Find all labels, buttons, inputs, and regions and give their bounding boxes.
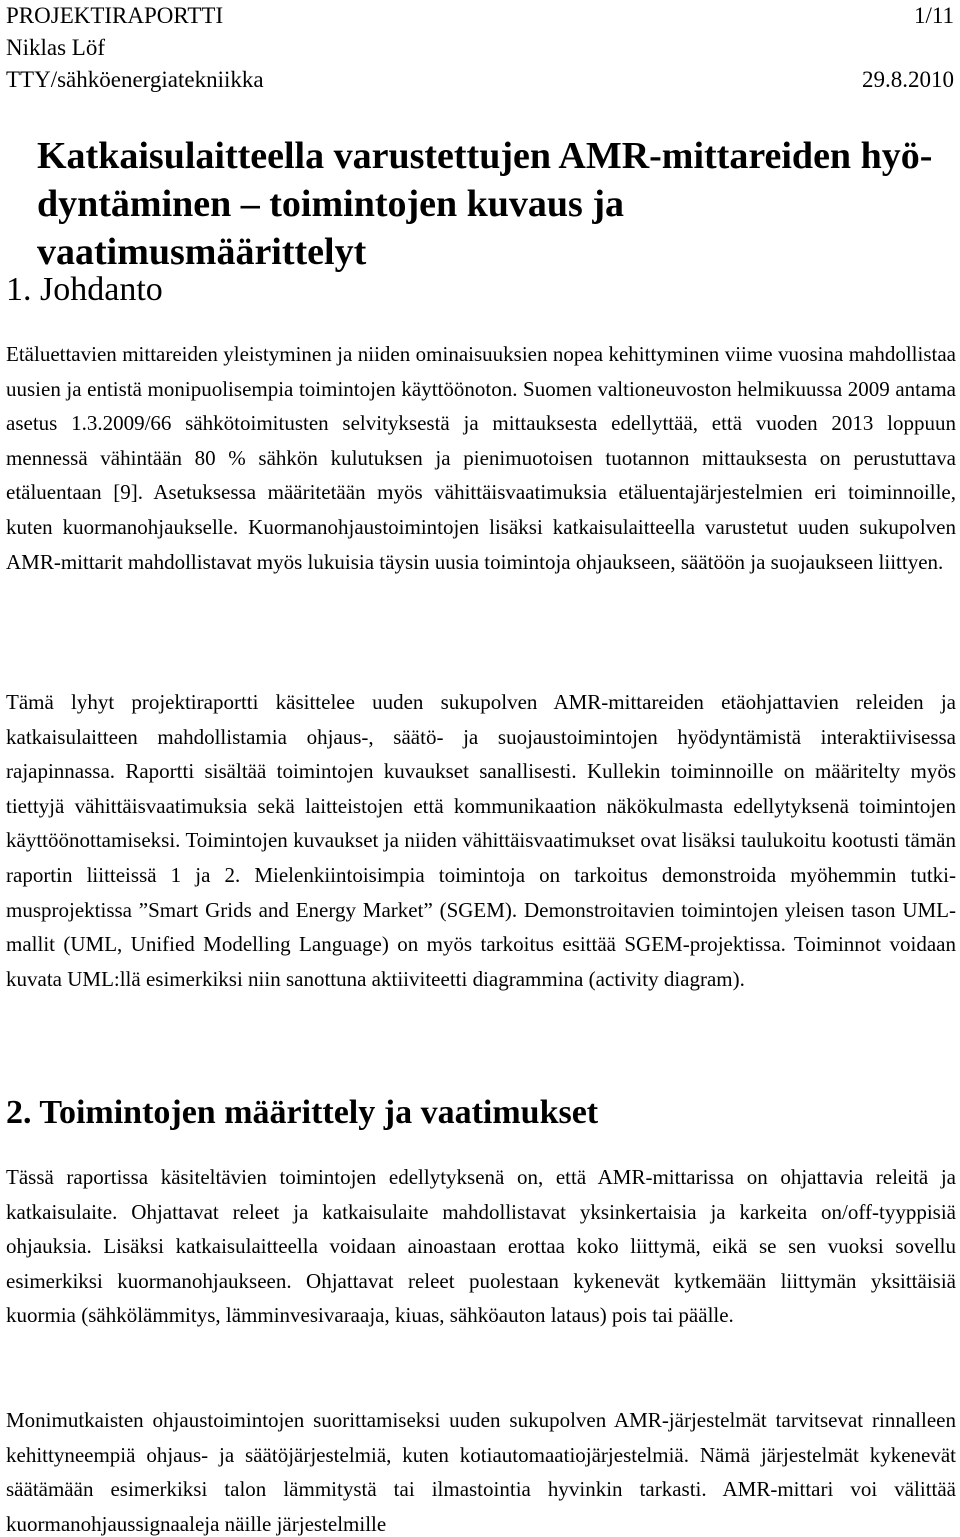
organization: TTY/sähköenergiatekniikka xyxy=(6,67,264,92)
paragraph-requirements-2: Monimutkaisten ohjaustoimintojen suorittamiseksi uuden sukupolven AMR-järjestelmät tarvitsevat rinnalleen kehittyneempiä ohjaus- ja säätöjärjestelmiä, kuten kotiautomaatiojärjestelmiä. Nämä järjestelmät kykenevät säätämään esimerkiksi talon lämmitystä tai ilmastointia hyvinkin tarkasti. AMR-mittari voi välittää kuormanohjaussignaaleja näille järjestelmille xyxy=(6,1408,956,1536)
document-title xyxy=(37,132,937,276)
header-row-1 xyxy=(6,0,954,32)
author-name: Niklas Löf xyxy=(6,35,106,60)
header-row-2 xyxy=(6,32,954,64)
paragraph-requirements-1: Tässä raportissa käsiteltävien toimintojen edellytyksenä on, että AMR-mittarissa on ohjattavia releitä ja katkaisulaite. Ohjattavat releet ja katkaisulaite mahdollistavat yksinkertaisia ja karkeita on/off-tyyppisiä ohjauksia. Lisäksi katkaisulaitteella voidaan ainoastaan erottaa koko liittymä, eikä se sen vuoksi sovellu esimerkiksi kuormanohjaukseen. Ohjattavat releet puolestaan kykenevät kytkemään liittymän yksittäisiä kuormia (sähkölämmitys, lämminvesivaraaja, kiuas, sähköauton lataus) pois tai päälle. xyxy=(6,1165,956,1328)
report-type: PROJEKTIRAPORTTI xyxy=(6,3,224,28)
page-header xyxy=(6,0,954,96)
page-number: 1/11 xyxy=(913,3,954,28)
paragraph-introduction-1: Etäluettavien mittareiden yleistyminen ja niiden ominaisuuksien nopea kehittyminen viime vuosina mahdollistaa uusien ja entistä monipuolisempia toimintojen käyttöönoton. Suomen valtioneuvoston helmikuussa 2009 antama asetus 1.3.2009/66 sähkötoimitusten selvityksestä ja mittauksesta edellyttää, että vuoden 2013 loppuun mennessä vähintään 80 % sähkön kulutuksen ja pienimuotoisen tuotannon mittauksesta on perustuttava etäluentaan [9]. Asetuksessa määritetään myös vähittäisvaatimuksia etäluentajärjestelmien eri toiminnoille, kuten kuormanohjaukselle. Kuormanohjaustoimintojen lisäksi katkaisulaitteella varustetut uuden sukupolven AMR-mittarit mahdollistavat myös lukuisia täysin uusia toimintoja ohjaukseen, säätöön ja suojaukseen liittyen. xyxy=(6,342,956,574)
report-date: 29.8.2010 xyxy=(862,67,954,92)
header-row-3 xyxy=(6,64,954,96)
section-heading-introduction: 1. Johdanto xyxy=(6,271,163,308)
paragraph-introduction-2: Tämä lyhyt projektiraportti käsittelee uuden sukupolven AMR-mittareiden etäohjattavien releiden ja katkaisulaitteen mahdollistamia ohjaus-, säätö- ja suojaustoimintojen hyödyntämistä interaktiivisessa rajapinnassa. Raportti sisältää toimintojen kuvaukset sanallisesti. Kullekin toiminnoille on määritelty myös tiettyjä vähittäisvaatimuksia sekä laitteistojen että kommunikaation näkökulmasta edellytyksenä toimintojen käyttöönottamiseksi. Toimintojen kuvaukset ja niiden vähittäisvaatimukset ovat lisäksi taulukoitu kootusti tämän raportin liitteissä 1 ja 2. Mielenkiintoisimpia toimintoja on tarkoitus demonstroida myöhemmin tutkimusprojektissa ”Smart Grids and Energy Market” (SGEM). Demonstroitavien toimintojen yleisen tason UML-mallit (UML, Unified Modelling Language) on myös tarkoitus esittää SGEM-projektissa. Toiminnot voidaan kuvata UML:llä esimerkiksi niin sanottuna aktiiviteetti diagrammina (activity diagram). xyxy=(6,690,956,991)
section-heading-requirements: 2. Toimintojen määrittely ja vaatimukset xyxy=(6,1094,599,1131)
title-line-2: dyntäminen – toimintojen kuvaus ja vaatimusmäärittelyt xyxy=(37,183,624,273)
title-line-1: Katkaisulaitteella varustettujen AMR-mittareiden hyö- xyxy=(37,135,933,177)
